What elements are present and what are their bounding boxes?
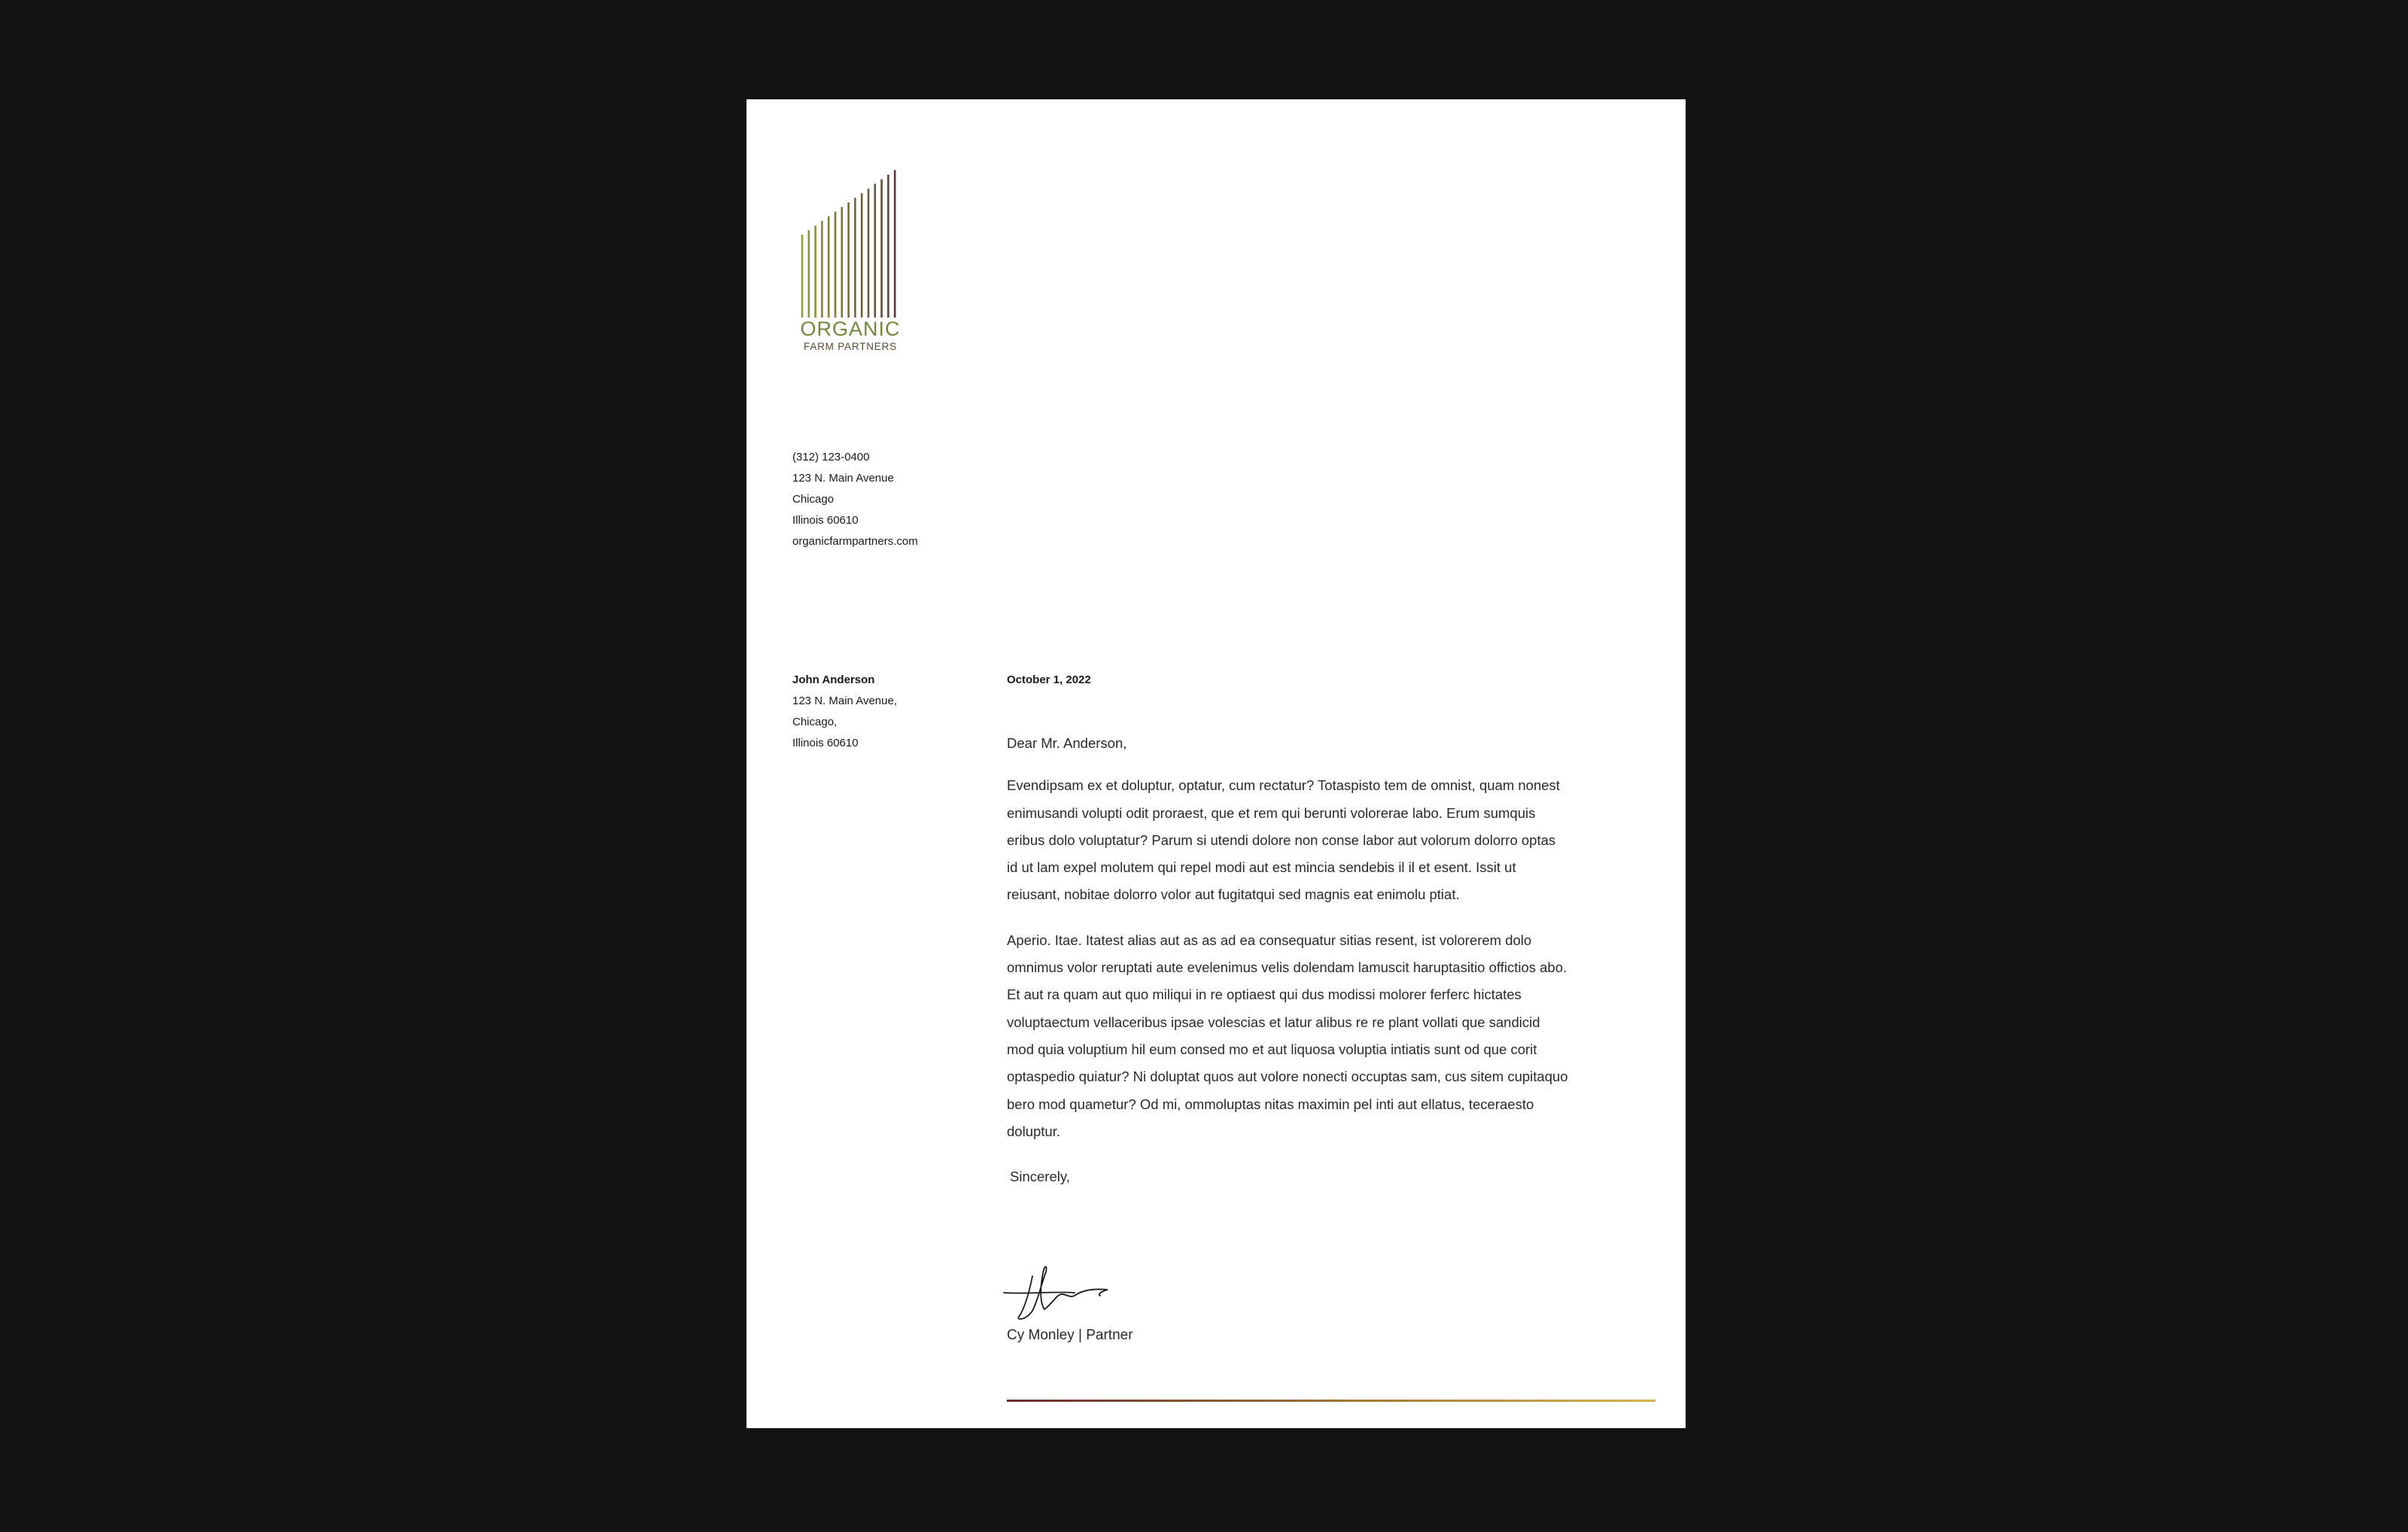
recipient-address-block bbox=[792, 670, 897, 754]
footer-accent-rule bbox=[1007, 1400, 1655, 1402]
letter-body bbox=[1007, 730, 1570, 1190]
sender-state-zip: Illinois 60610 bbox=[792, 514, 859, 527]
signer-name: Cy Monley | Partner bbox=[1007, 1327, 1133, 1343]
closing: Sincerely, bbox=[1010, 1169, 1070, 1185]
sender-street: 123 N. Main Avenue bbox=[792, 472, 894, 485]
body-paragraph-2: Aperio. Itae. Itatest alias aut as as ad ea consequatur sitias resent, ist volorerem dolo omnimus volor reruptati aute evelenimus velis dolendam lamuscit haruptasitio offictios abo. Et aut ra quam aut quo miliqui in re optiaest qui dus modissi molorer ferferc hictates voluptaectum vellaceribus ipsae volescias et latur alibus re re plant vollati que sandicid mod quia voluptium hil eum consed mo et aut liquosa voluptia intiatis sunt od que corit optaspedio quiatur? Ni doluptat quos aut volore nonecti occuptas sam, cus sitem cupitaquo bero mod quametur? Od mi, ommoluptas nitas maximin pel inti aut ellatus, teceraesto doluptur. bbox=[1007, 932, 1568, 1139]
sender-city: Chicago bbox=[792, 493, 835, 506]
recipient-name: John Anderson bbox=[792, 673, 875, 686]
logo-tagline: FARM PARTNERS bbox=[804, 341, 897, 352]
letter-date: October 1, 2022 bbox=[1007, 673, 1091, 686]
body-paragraph-1: Evendipsam ex et doluptur, optatur, cum rectatur? Totaspisto tem de omnist, quam nonest enimusandi volupti odit proraest, que et rem qui berunti volorerae labo. Erum sumquis eribus dolo voluptatur? Parum si utendi dolore non conse labor aut volorum dolorro optas id ut lam expel molutem qui repel modi aut est mincia sendebis il il et esent. Issit ut reiusant, nobitae dolorro volor aut fugitatqui sed magnis eat enimolu ptiat. bbox=[1007, 777, 1560, 903]
handwritten-signature bbox=[1002, 1261, 1115, 1321]
salutation: Dear Mr. Anderson, bbox=[1007, 735, 1127, 751]
sender-website: organicfarmpartners.com bbox=[792, 535, 918, 548]
recipient-street: 123 N. Main Avenue, bbox=[792, 695, 897, 707]
recipient-city: Chicago, bbox=[792, 716, 838, 728]
recipient-state-zip: Illinois 60610 bbox=[792, 737, 859, 749]
sender-contact-block bbox=[792, 447, 918, 552]
logo-wordmark: ORGANIC bbox=[800, 318, 901, 340]
letterhead-page bbox=[746, 99, 1686, 1428]
sender-phone: (312) 123-0400 bbox=[792, 451, 870, 464]
